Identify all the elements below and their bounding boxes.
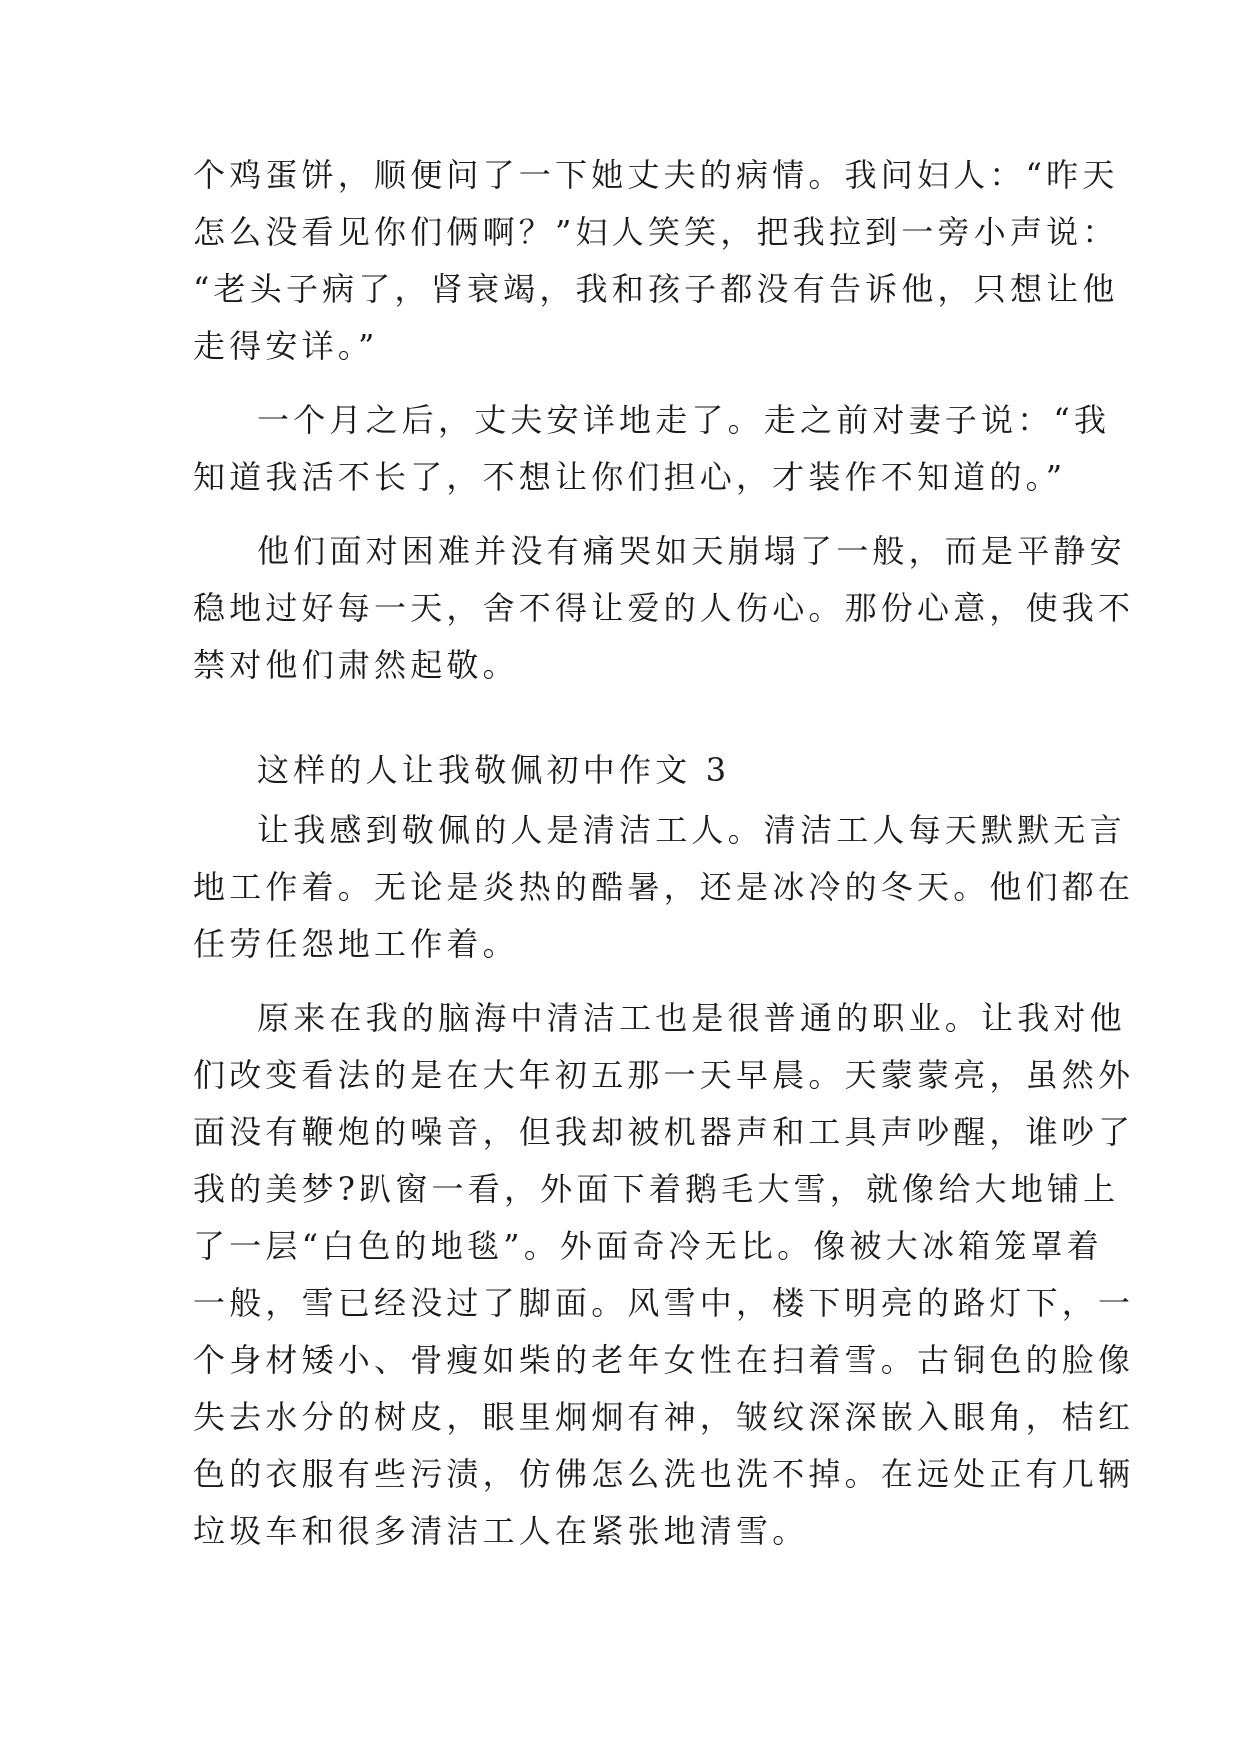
text-line: 面没有鞭炮的噪音，但我却被机器声和工具声吵醒，谁吵了: [193, 1113, 1135, 1151]
text-line: 他们面对困难并没有痛哭如天崩塌了一般，而是平静安: [257, 532, 1126, 570]
text-line: 知道我活不长了，不想让你们担心，才装作不知道的。”: [193, 458, 1067, 496]
text-line: 了一层“白色的地毯”。外面奇冷无比。像被大冰箱笼罩着: [193, 1227, 1103, 1265]
text-line: 让我感到敬佩的人是清洁工人。清洁工人每天默默无言: [257, 811, 1126, 849]
text-line: “老头子病了，肾衰竭，我和孩子都没有告诉他，只想让他: [193, 270, 1119, 308]
text-line: 失去水分的树皮，眼里炯炯有神，皱纹深深嵌入眼角，桔红: [193, 1398, 1135, 1436]
text-line: 色的衣服有些污渍，仿佛怎么洗也洗不掉。在远处正有几辆: [193, 1455, 1135, 1493]
text-line: 稳地过好每一天，舍不得让爱的人伤心。那份心意，使我不: [193, 589, 1135, 627]
text-line: 我的美梦?趴窗一看，外面下着鹅毛大雪，就像给大地铺上: [193, 1170, 1120, 1208]
text-line: 任劳任怨地工作着。: [193, 925, 519, 963]
section-heading: 这样的人让我敬佩初中作文 3: [257, 751, 731, 789]
text-line: 原来在我的脑海中清洁工也是很普通的职业。让我对他: [257, 999, 1126, 1037]
text-line: 垃圾车和很多清洁工人在紧张地清雪。: [193, 1512, 809, 1550]
text-line: 禁对他们肃然起敬。: [193, 646, 519, 684]
text-line: 一般，雪已经没过了脚面。风雪中，楼下明亮的路灯下，一: [193, 1284, 1135, 1322]
text-line: 地工作着。无论是炎热的酷暑，还是冰冷的冬天。他们都在: [193, 868, 1135, 906]
text-line: 怎么没看见你们俩啊？”妇人笑笑，把我拉到一旁小声说：: [193, 213, 1119, 251]
text-line: 一个月之后，丈夫安详地走了。走之前对妻子说：“我: [257, 401, 1111, 439]
text-line: 们改变看法的是在大年初五那一天早晨。天蒙蒙亮，虽然外: [193, 1056, 1135, 1094]
text-line: 个身材矮小、骨瘦如柴的老年女性在扫着雪。古铜色的脸像: [193, 1341, 1135, 1379]
text-line: 走得安详。”: [193, 327, 379, 365]
text-line: 个鸡蛋饼，顺便问了一下她丈夫的病情。我问妇人：“昨天: [193, 156, 1119, 194]
